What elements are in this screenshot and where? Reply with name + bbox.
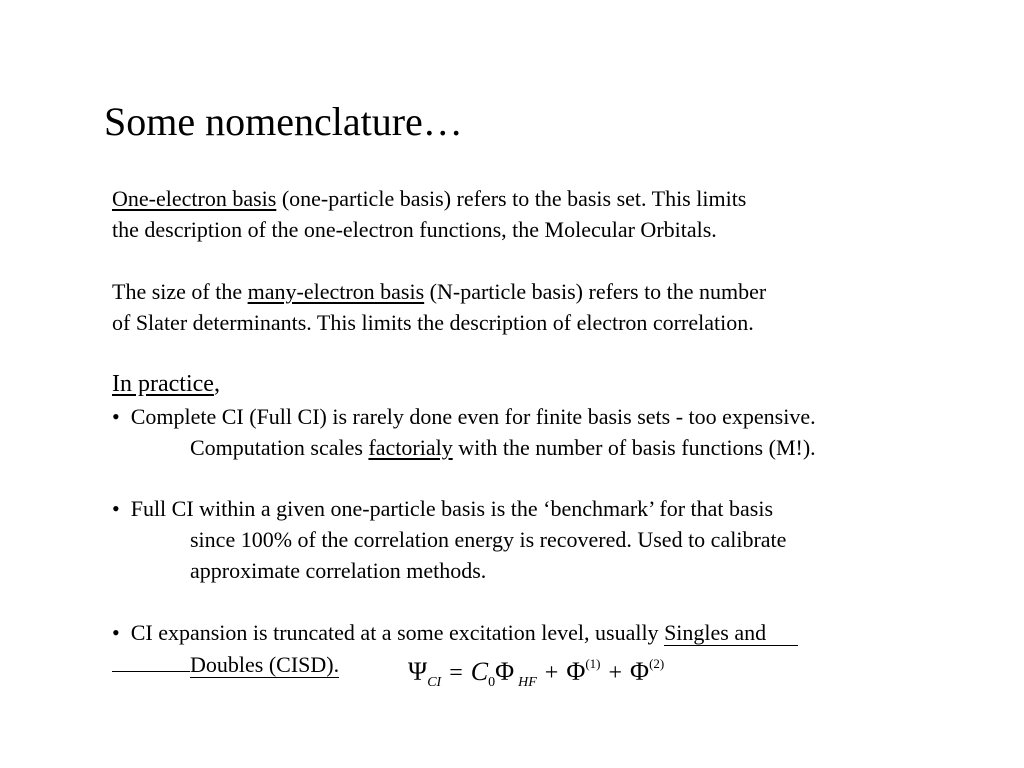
- bullet-1-line2-rest: with the number of basis functions (M!).: [452, 435, 816, 460]
- phi-1-superscript: (1): [585, 656, 601, 671]
- ci-expansion-equation: [408, 656, 664, 696]
- underline-lead-blank: [112, 651, 190, 672]
- bullet-1-line1: [112, 404, 816, 430]
- bullet-3-marker: •: [112, 620, 120, 645]
- bullet-2-marker: •: [112, 496, 120, 521]
- bullet-3-line1: [112, 620, 798, 646]
- bullet-3-text: CI expansion is truncated at a some excitation level, usually: [130, 620, 665, 645]
- psi-symbol: Ψ: [408, 657, 428, 686]
- bullet-2-text: Full CI within a given one-particle basis is the ‘benchmark’ for that basis: [130, 496, 774, 521]
- doubles-cisd-term: Doubles (CISD).: [190, 652, 340, 677]
- para1-line2: the description of the one-electron functions, the Molecular Orbitals.: [112, 217, 717, 242]
- para2-text: (N-particle basis) refers to the number: [424, 279, 767, 304]
- phi-hf-symbol: Φ: [495, 657, 515, 686]
- bullet-1-line2: [190, 435, 816, 461]
- bullet-2-line3: approximate correlation methods.: [190, 558, 487, 583]
- para2-line2: of Slater determinants. This limits the description of electron correlation.: [112, 310, 754, 335]
- plus-sign-2: +: [608, 660, 623, 686]
- bullet-1-text: Complete CI (Full CI) is rarely done even for finite basis sets - too expensive.: [130, 404, 816, 429]
- psi-subscript: CI: [427, 675, 442, 690]
- singles-and-term: [664, 620, 798, 646]
- equals-sign: =: [449, 660, 463, 686]
- bullet-3-line2: [112, 651, 339, 678]
- bullet-2-line1: [112, 496, 773, 522]
- para2-line1: [112, 279, 766, 305]
- phi-hf-subscript: HF: [518, 675, 537, 690]
- phi-1-symbol: Φ: [566, 657, 586, 686]
- bullet-1-line2-lead: Computation scales: [190, 435, 369, 460]
- coefficient: C: [470, 657, 489, 686]
- coefficient-subscript: 0: [488, 675, 496, 690]
- practice-heading: [112, 369, 220, 399]
- plus-sign-1: +: [544, 660, 559, 686]
- slide-title: Some nomenclature…: [104, 99, 463, 144]
- phi-2-symbol: Φ: [630, 657, 650, 686]
- para1-line1: [112, 186, 746, 212]
- practice-comma: ,: [213, 371, 220, 397]
- factorialy-term: factorialy: [368, 435, 453, 460]
- singles-and-text: Singles and: [664, 620, 767, 645]
- para2-lead: The size of the: [112, 279, 248, 304]
- in-practice-term: In practice: [112, 371, 214, 397]
- one-electron-basis-term: One-electron basis: [112, 186, 277, 211]
- many-electron-basis-term: many-electron basis: [247, 279, 425, 304]
- bullet-2-line2: since 100% of the correlation energy is recovered. Used to calibrate: [190, 527, 787, 552]
- phi-2-superscript: (2): [649, 656, 665, 671]
- bullet-1-marker: •: [112, 404, 120, 429]
- para1-text: (one-particle basis) refers to the basis set. This limits: [276, 186, 747, 211]
